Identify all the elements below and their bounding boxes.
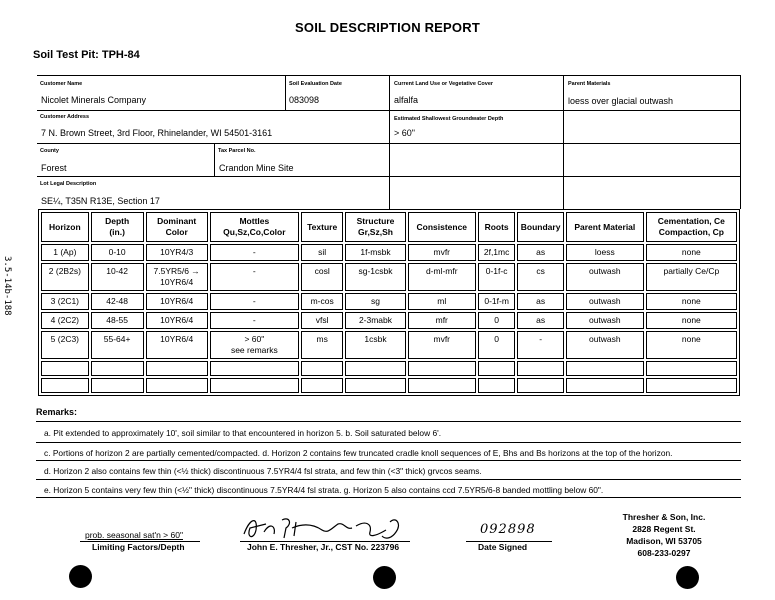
table-cell: [301, 361, 344, 376]
groundwater-label: Estimated Shallowest Groundwater Depth: [394, 116, 504, 122]
table-cell: 7.5YR5/6 → 10YR6/4: [146, 263, 208, 291]
punch-hole: [69, 565, 92, 588]
company-street: 2828 Regent St.: [632, 524, 696, 534]
table-cell: sg-1csbk: [345, 263, 405, 291]
table-cell: 0-1f-m: [478, 293, 515, 310]
tax-parcel-label: Tax Parcel No.: [218, 148, 256, 154]
table-cell: mvfr: [408, 331, 476, 359]
table-cell: [408, 361, 476, 376]
company-info: [606, 511, 722, 559]
limiting-factors-label: Limiting Factors/Depth: [92, 542, 185, 552]
table-cell: 1f-msbk: [345, 244, 405, 261]
table-cell: [146, 361, 208, 376]
table-cell: none: [646, 331, 737, 359]
table-cell: 48-55: [91, 312, 144, 329]
table-cell: [345, 378, 405, 393]
table-cell: [646, 361, 737, 376]
legal-description: SE¼, T35N R13E, Section 17: [41, 196, 160, 206]
table-cell: [478, 361, 515, 376]
table-cell: outwash: [566, 293, 644, 310]
table-cell: none: [646, 293, 737, 310]
table-cell: 10YR6/4: [146, 331, 208, 359]
date-signed-label: Date Signed: [478, 542, 528, 552]
table-cell: sg: [345, 293, 405, 310]
land-use-label: Current Land Use or Vegetative Cover: [394, 81, 494, 87]
company-phone: 608-233-0297: [637, 548, 691, 558]
table-cell: 0: [478, 312, 515, 329]
table-cell: outwash: [566, 312, 644, 329]
table-cell: [517, 378, 564, 393]
legal-description-label: Lot Legal Description: [40, 181, 97, 187]
table-cell: [91, 378, 144, 393]
table-cell: [646, 378, 737, 393]
table-cell: none: [646, 244, 737, 261]
table-cell: 0: [478, 331, 515, 359]
table-cell: mfr: [408, 312, 476, 329]
table-cell: 55-64+: [91, 331, 144, 359]
table-cell: [210, 378, 299, 393]
col-structure: Structure Gr,Sz,Sh: [345, 212, 405, 242]
table-cell: outwash: [566, 331, 644, 359]
remark-line: e. Horizon 5 contains very few thin (<½" thick) discontinuous 7.5YR4/4 fsl strata. g. Horizon 5 also contains ccd 7.5YR5/6-8 banded mottling below 60".: [44, 485, 604, 495]
parent-materials: loess over glacial outwash: [568, 96, 674, 106]
signer-name: John E. Thresher, Jr., CST No. 223796: [247, 542, 400, 552]
limiting-factors-value: prob. seasonal sat'n > 60": [85, 530, 183, 540]
table-cell: [41, 378, 89, 393]
table-cell: 2f,1mc: [478, 244, 515, 261]
table-cell: as: [517, 293, 564, 310]
remark-line: a. Pit extended to approximately 10', soil similar to that encountered in horizon 5. b. Soil saturated below 6'.: [44, 428, 442, 438]
land-use: alfalfa: [394, 95, 419, 105]
col-roots: Roots: [478, 212, 515, 242]
table-row: [41, 378, 737, 393]
table-cell: [345, 361, 405, 376]
remarks-title: Remarks:: [36, 407, 78, 417]
table-cell: 0-1f-c: [478, 263, 515, 291]
table-cell: 0-10: [91, 244, 144, 261]
table-cell: cs: [517, 263, 564, 291]
table-cell: as: [517, 244, 564, 261]
col-depth: Depth (in.): [91, 212, 144, 242]
col-color: Dominant Color: [146, 212, 208, 242]
table-cell: [41, 361, 89, 376]
report-title: SOIL DESCRIPTION REPORT: [295, 20, 480, 35]
table-cell: [146, 378, 208, 393]
company-city: Madison, WI 53705: [626, 536, 702, 546]
table-row: [41, 244, 737, 261]
table-cell: d-ml-mfr: [408, 263, 476, 291]
customer-name: Nicolet Minerals Company: [41, 95, 147, 105]
table-cell: -: [210, 244, 299, 261]
table-cell: 1csbk: [345, 331, 405, 359]
county: Forest: [41, 163, 67, 173]
table-row: [41, 331, 737, 359]
table-cell: [408, 378, 476, 393]
table-header-row: [41, 212, 737, 242]
table-cell: 2-3mabk: [345, 312, 405, 329]
soil-test-pit: Soil Test Pit: TPH-84: [33, 49, 140, 61]
remark-line: c. Portions of horizon 2 are partially cemented/compacted. d. Horizon 2 contains few truncated cradle knoll sequences of E, Bhs and Bs horizons at the top of the horizon.: [44, 448, 673, 458]
side-note: 3.5-14b-188: [2, 256, 12, 316]
table-cell: vfsl: [301, 312, 344, 329]
eval-date: 083098: [289, 95, 320, 105]
tax-parcel: Crandon Mine Site: [219, 163, 294, 173]
col-consistence: Consistence: [408, 212, 476, 242]
table-cell: 1 (Ap): [41, 244, 89, 261]
table-cell: mvfr: [408, 244, 476, 261]
table-cell: partially Ce/Cp: [646, 263, 737, 291]
table-cell: ms: [301, 331, 344, 359]
table-cell: 3 (2C1): [41, 293, 89, 310]
table-cell: 5 (2C3): [41, 331, 89, 359]
table-cell: 4 (2C2): [41, 312, 89, 329]
company-name: Thresher & Son, Inc.: [622, 512, 706, 522]
table-cell: -: [517, 331, 564, 359]
table-cell: 10YR6/4: [146, 312, 208, 329]
groundwater-depth: > 60": [394, 128, 415, 138]
col-horizon: Horizon: [41, 212, 89, 242]
col-texture: Texture: [301, 212, 344, 242]
table-cell: [566, 361, 644, 376]
table-cell: -: [210, 263, 299, 291]
county-label: County: [40, 148, 59, 154]
table-row: [41, 312, 737, 329]
table-cell: cosl: [301, 263, 344, 291]
table-cell: as: [517, 312, 564, 329]
table-cell: ml: [408, 293, 476, 310]
table-cell: 10YR4/3: [146, 244, 208, 261]
punch-hole: [676, 566, 699, 589]
table-cell: 2 (2B2s): [41, 263, 89, 291]
table-cell: -: [210, 312, 299, 329]
table-cell: > 60" see remarks: [210, 331, 299, 359]
col-parent-material: Parent Material: [566, 212, 644, 242]
remark-line: d. Horizon 2 also contains few thin (<½ thick) discontinuous 7.5YR4/4 fsl strata, and few thin (<3" thick) grvcos seams.: [44, 466, 482, 476]
col-mottles: Mottles Qu,Sz,Co,Color: [210, 212, 299, 242]
table-cell: m-cos: [301, 293, 344, 310]
table-cell: [210, 361, 299, 376]
punch-hole: [373, 566, 396, 589]
horizon-table: [38, 209, 740, 396]
table-cell: 10YR6/4: [146, 293, 208, 310]
table-row: [41, 263, 737, 291]
parent-materials-label: Parent Materials: [568, 81, 611, 87]
customer-name-label: Customer Name: [40, 81, 83, 87]
table-cell: [91, 361, 144, 376]
customer-address: 7 N. Brown Street, 3rd Floor, Rhinelander, WI 54501-3161: [41, 128, 273, 138]
table-cell: [301, 378, 344, 393]
eval-date-label: Soil Evaluation Date: [289, 81, 342, 87]
table-cell: sil: [301, 244, 344, 261]
date-signed-value: 092898: [480, 522, 536, 537]
table-cell: [517, 361, 564, 376]
table-cell: outwash: [566, 263, 644, 291]
table-row: [41, 293, 737, 310]
col-boundary: Boundary: [517, 212, 564, 242]
col-cementation: Cementation, Ce Compaction, Cp: [646, 212, 737, 242]
table-cell: loess: [566, 244, 644, 261]
table-cell: -: [210, 293, 299, 310]
table-cell: none: [646, 312, 737, 329]
table-cell: 42-48: [91, 293, 144, 310]
table-cell: [566, 378, 644, 393]
table-row: [41, 361, 737, 376]
table-cell: [478, 378, 515, 393]
customer-address-label: Customer Address: [40, 114, 90, 120]
table-cell: 10-42: [91, 263, 144, 291]
